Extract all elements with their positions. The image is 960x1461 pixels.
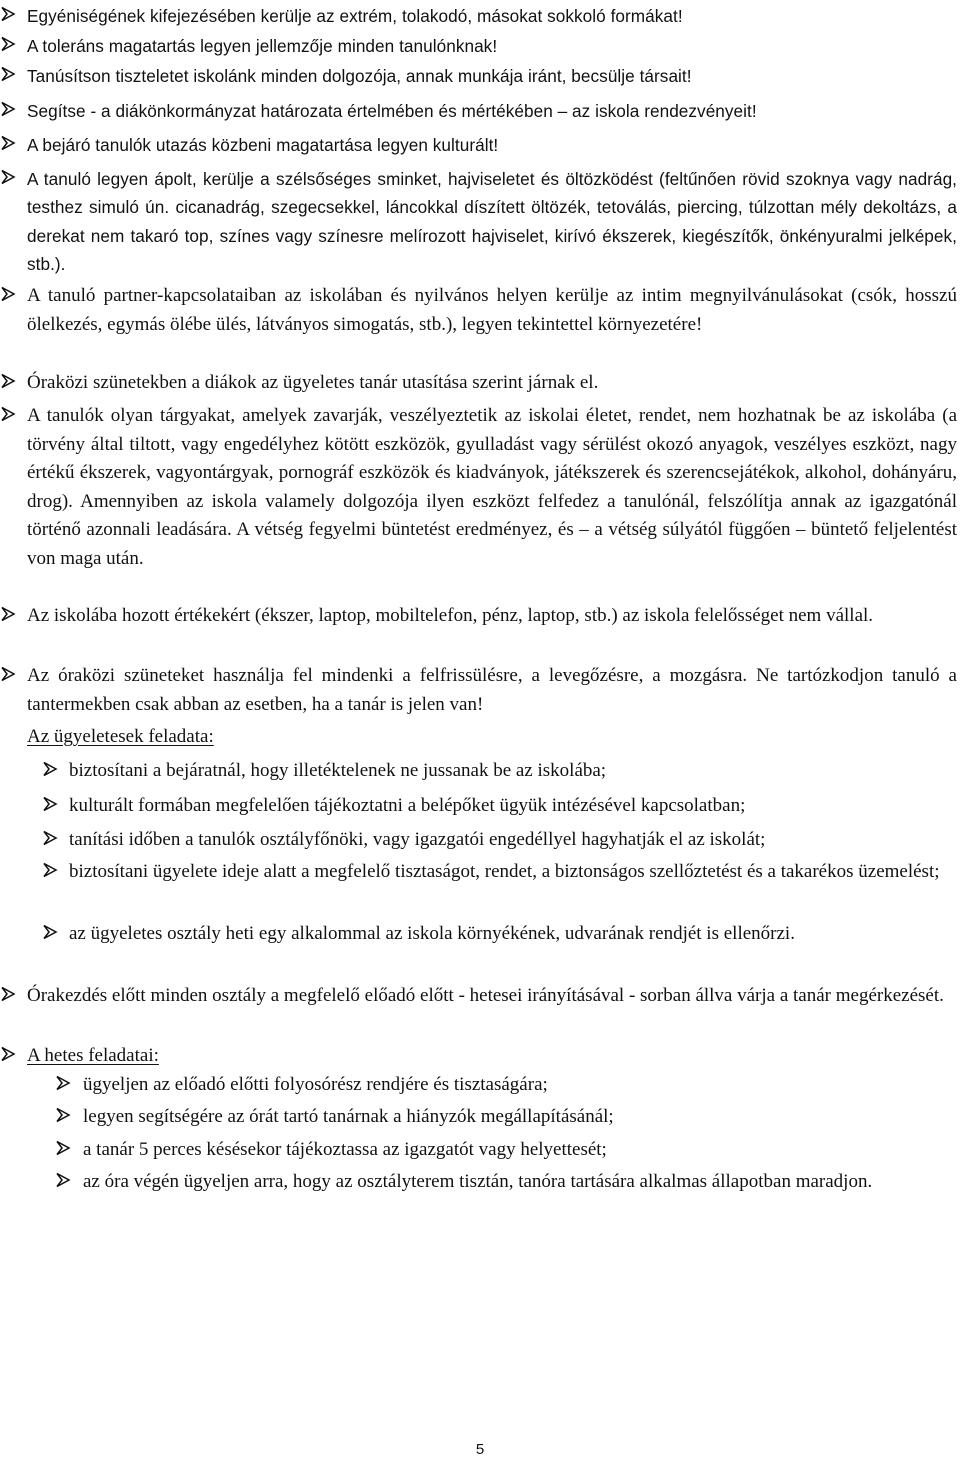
- arrow-bullet-icon: [0, 101, 22, 123]
- weekly-item-text: legyen segítségére az órát tartó tanárnak a hiányzók megállapításánál;: [83, 1106, 614, 1127]
- duty-item-text: biztosítani a bejáratnál, hogy illetéktelenek ne jussanak be az iskolába;: [69, 760, 607, 781]
- arrow-bullet-icon: [0, 986, 22, 1008]
- list-item-text: Az iskolába hozott értékekért (ékszer, laptop, mobiltelefon, pénz, laptop, stb.) az iskola felelősséget nem vállal.: [27, 605, 874, 626]
- arrow-bullet-icon: [55, 1172, 77, 1194]
- arrow-bullet-icon: [0, 36, 22, 58]
- arrow-bullet-icon: [0, 606, 22, 628]
- list-item-text: Óraközi szünetekben a diákok az ügyeletes tanár utasítása szerint járnak el.: [27, 372, 599, 393]
- arrow-bullet-icon: [0, 406, 22, 428]
- list-item-text: Órakezdés előtt minden osztály a megfelelő előadó előtt - hetesei irányításával - sorban állva várja a tanár megérkezését.: [27, 985, 944, 1006]
- list-item-text: Egyéniségének kifejezésében kerülje az extrém, tolakodó, másokat sokkoló formákat!: [27, 6, 683, 26]
- list-item-text: A tanulók olyan tárgyakat, amelyek zavarják, veszélyeztetik az iskolai életet, rendet, nem hozhatnak be az iskolába (a törvény által tiltott, vagy engedélyhez kötött eszközök, gyulladást vagy sérülést okozó anyagok, veszélyes eszközt, nagy értékű ékszerek, vagyontárgyak, pornográf eszközök és kiadványok, játékszerek és szerencsejátékok, alkohol, dohányáru, drog). Amennyiben az iskola valamely dolgozója ilyen eszközt felfedez a tanulónál, felszólítja annak az igazgatónál történő azonnali leadására. A vétség fegyelmi büntetést eredményez, és – a vétség súlyától függően – büntető feljelentést von maga után.: [27, 405, 957, 569]
- list-item-text: Tanúsítson tiszteletet iskolánk minden dolgozója, annak munkája iránt, becsülje társait!: [27, 66, 692, 86]
- list-item-text: Az óraközi szüneteket használja fel mindenki a felfrissülésre, a levegőzésre, a mozgásra. Ne tartózkodjon tanuló a tantermekben csak abban az esetben, ha a tanár is jelen van!: [27, 665, 957, 715]
- arrow-bullet-icon: [55, 1140, 77, 1162]
- duty-item-text: az ügyeletes osztály heti egy alkalommal az iskola környékének, udvarának rendjét is ellenőrzi.: [69, 923, 795, 944]
- section-heading-duty: Az ügyeletesek feladata:: [27, 726, 214, 747]
- arrow-bullet-icon: [42, 924, 64, 946]
- list-item-text: A bejáró tanulók utazás közbeni magatartása legyen kulturált!: [27, 135, 499, 155]
- arrow-bullet-icon: [55, 1107, 77, 1129]
- weekly-item-text: az óra végén ügyeljen arra, hogy az osztályterem tisztán, tanóra tartására alkalmas állapotban maradjon.: [83, 1171, 873, 1192]
- arrow-bullet-icon: [0, 135, 22, 157]
- arrow-bullet-icon: [0, 286, 22, 308]
- arrow-bullet-icon: [0, 169, 22, 191]
- list-item-text: A toleráns magatartás legyen jellemzője minden tanulónknak!: [27, 36, 498, 56]
- list-item-text: A tanuló partner-kapcsolataiban az iskolában és nyilvános helyen kerülje az intim megnyilvánulásokat (csók, hosszú ölelkezés, egymás ölébe ülés, látványos simogatás, stb.), legyen tekintettel környezetére!: [27, 285, 957, 335]
- arrow-bullet-icon: [0, 66, 22, 88]
- list-item-text: A tanuló legyen ápolt, kerülje a szélsőséges sminket, hajviseletet és öltözködést (feltűnően rövid szoknya vagy nadrág, testhez simuló ún. cicanadrág, szegecsekkel, láncokkal díszített öltözék, tetoválás, piercing, túlzottan mély dekoltázs, a derekat nem takaró top, színes vagy színesre melírozott hajviselet, kirívó ékszerek, kiegészítők, önkényuralmi jelképek, stb.).: [27, 169, 957, 274]
- arrow-bullet-icon: [0, 1046, 22, 1068]
- page-number: 5: [475, 1441, 485, 1458]
- arrow-bullet-icon: [42, 761, 64, 783]
- weekly-item-text: ügyeljen az előadó előtti folyosórész rendjére és tisztaságára;: [83, 1074, 548, 1095]
- duty-item-text: tanítási időben a tanulók osztályfőnöki, vagy igazgatói engedéllyel hagyhatják el az iskolát;: [69, 829, 766, 850]
- weekly-item-text: a tanár 5 perces késésekor tájékoztassa az igazgatót vagy helyettesét;: [83, 1139, 607, 1160]
- arrow-bullet-icon: [0, 666, 22, 688]
- arrow-bullet-icon: [55, 1075, 77, 1097]
- list-item-text: Segítse - a diákönkormányzat határozata értelmében és mértékében – az iskola rendezvényeit!: [27, 101, 757, 121]
- duty-item-text: kulturált formában megfelelően tájékoztatni a belépőket ügyük intézésével kapcsolatban;: [69, 795, 746, 816]
- duty-item-text: biztosítani ügyelete ideje alatt a megfelelő tisztaságot, rendet, a biztonságos szellőztetést és a takarékos üzemelést;: [69, 861, 940, 882]
- arrow-bullet-icon: [42, 830, 64, 852]
- arrow-bullet-icon: [0, 6, 22, 28]
- arrow-bullet-icon: [42, 862, 64, 884]
- arrow-bullet-icon: [42, 796, 64, 818]
- arrow-bullet-icon: [0, 373, 22, 395]
- section-heading-weekly: A hetes feladatai:: [27, 1045, 159, 1066]
